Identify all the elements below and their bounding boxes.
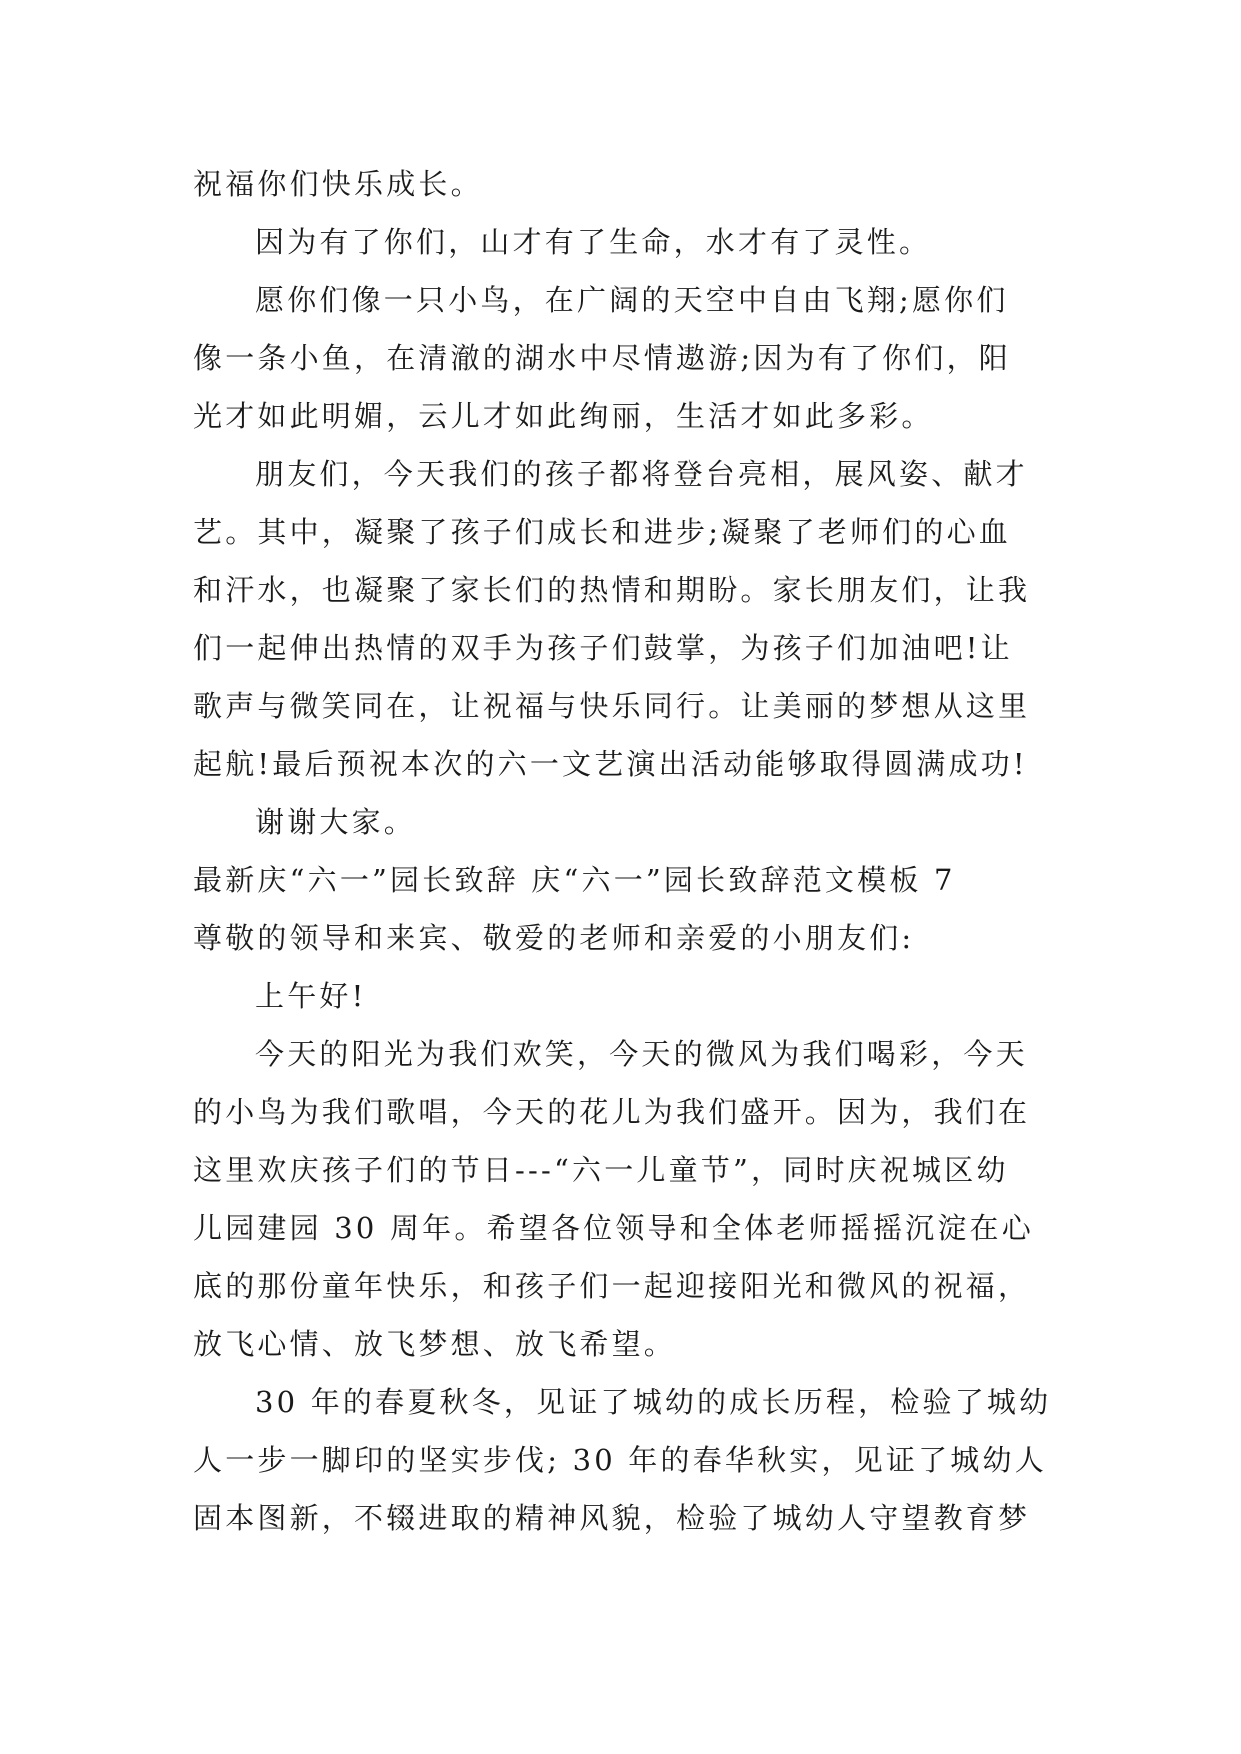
text-line: 艺。其中，凝聚了孩子们成长和进步;凝聚了老师们的心血 — [193, 515, 1011, 549]
text-line: 和汗水，也凝聚了家长们的热情和期盼。家长朋友们，让我 — [193, 573, 1031, 607]
text-line: 光才如此明媚，云儿才如此绚丽，生活才如此多彩。 — [193, 399, 934, 433]
text-line: 今天的阳光为我们欢笑，今天的微风为我们喝彩，今天 — [255, 1037, 1028, 1071]
text-line: 因为有了你们，山才有了生命，水才有了灵性。 — [255, 225, 932, 259]
text-line: 谢谢大家。 — [255, 805, 417, 839]
text-line: 人一步一脚印的坚实步伐; 30 年的春华秋实，见证了城幼人 — [193, 1443, 1047, 1477]
text-line: 放飞心情、放飞梦想、放飞希望。 — [193, 1327, 677, 1361]
salutation: 尊敬的领导和来宾、敬爱的老师和亲爱的小朋友们: — [193, 921, 915, 955]
text-line: 朋友们，今天我们的孩子都将登台亮相，展风姿、献才 — [255, 457, 1028, 491]
text-line: 像一条小鱼，在清澈的湖水中尽情遨游;因为有了你们，阳 — [193, 341, 1011, 375]
text-line: 愿你们像一只小鸟，在广阔的天空中自由飞翔;愿你们 — [255, 283, 1009, 317]
text-line: 祝福你们快乐成长。 — [193, 167, 483, 201]
text-line: 儿园建园 30 周年。希望各位领导和全体老师摇摇沉淀在心 — [193, 1211, 1034, 1245]
greeting: 上午好! — [255, 979, 367, 1013]
text-line: 底的那份童年快乐，和孩子们一起迎接阳光和微风的祝福， — [193, 1269, 1031, 1303]
text-line: 固本图新，不辍进取的精神风貌，检验了城幼人守望教育梦 — [193, 1501, 1031, 1535]
section-title: 最新庆“六一”园长致辞 庆“六一”园长致辞范文模板 7 — [193, 863, 956, 897]
text-line: 30 年的春夏秋冬，见证了城幼的成长历程，检验了城幼 — [255, 1385, 1052, 1419]
text-line: 歌声与微笑同在，让祝福与快乐同行。让美丽的梦想从这里 — [193, 689, 1031, 723]
text-line: 的小鸟为我们歌唱，今天的花儿为我们盛开。因为，我们在 — [193, 1095, 1031, 1129]
text-line: 起航!最后预祝本次的六一文艺演出活动能够取得圆满成功! — [193, 747, 1028, 781]
document-body — [193, 155, 1053, 1547]
text-line: 这里欢庆孩子们的节日---“六一儿童节”，同时庆祝城区幼 — [193, 1153, 1009, 1187]
text-line: 们一起伸出热情的双手为孩子们鼓掌，为孩子们加油吧!让 — [193, 631, 1013, 665]
